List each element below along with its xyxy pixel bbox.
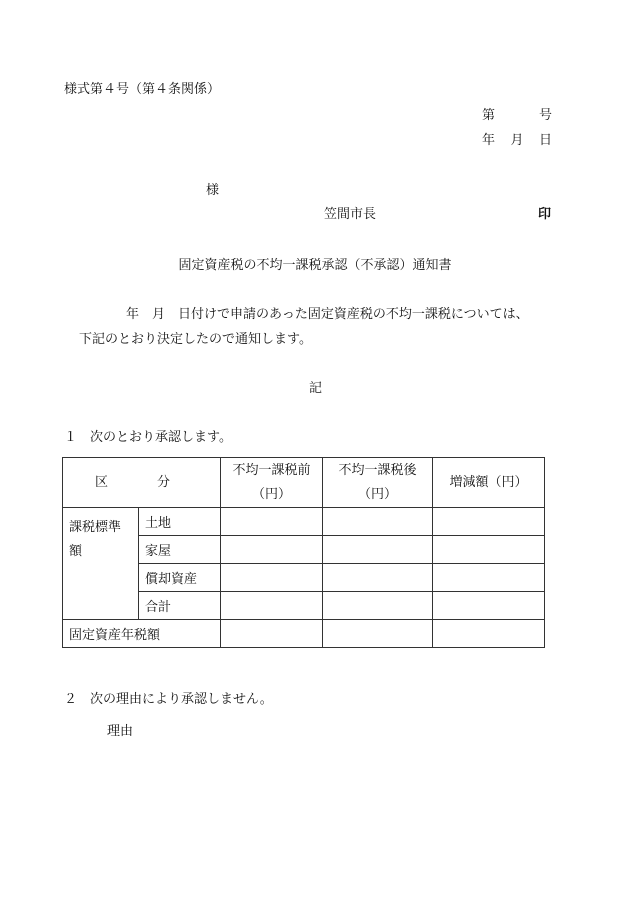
issue-number-suffix: 号 xyxy=(538,108,552,123)
row-label-total: 合計 xyxy=(139,592,221,620)
ki-heading: 記 xyxy=(309,381,323,396)
section-1-heading: １ 次のとおり承認します。 xyxy=(64,430,232,445)
issue-date-month: 月 xyxy=(510,133,524,148)
cell-tax-before xyxy=(221,620,323,648)
table-header-row xyxy=(63,458,545,508)
header-before-label: 不均一課税前 xyxy=(232,462,311,478)
header-diff: 増減額（円） xyxy=(433,458,545,508)
issue-date-day: 日 xyxy=(538,133,552,148)
header-before xyxy=(221,458,323,508)
addressee-suffix: 様 xyxy=(206,183,220,198)
cell-depreciable-before xyxy=(221,564,323,592)
cell-land-diff xyxy=(433,508,545,536)
cell-house-after xyxy=(323,536,433,564)
row-label-annual-tax: 固定資産年税額 xyxy=(63,620,221,648)
category-kazei-hyojungaku: 課税標準額 xyxy=(63,508,139,620)
approval-table xyxy=(62,457,545,648)
issue-number-prefix: 第 xyxy=(482,108,496,123)
row-label-depreciable-assets: 償却資産 xyxy=(139,564,221,592)
cell-total-before xyxy=(221,592,323,620)
cell-tax-after xyxy=(323,620,433,648)
cell-depreciable-after xyxy=(323,564,433,592)
issue-date xyxy=(482,133,552,149)
section-2-heading: ２ 次の理由により承認しません。 xyxy=(64,692,273,707)
table-row xyxy=(63,620,545,648)
cell-tax-diff xyxy=(433,620,545,648)
row-label-land: 土地 xyxy=(139,508,221,536)
cell-total-diff xyxy=(433,592,545,620)
body-line-2: 下記のとおり決定したので通知します。 xyxy=(79,332,312,347)
issue-date-year: 年 xyxy=(482,133,496,148)
cell-house-diff xyxy=(433,536,545,564)
reason-label: 理由 xyxy=(107,724,134,739)
issuer-name: 笠間市長 xyxy=(324,207,377,222)
cell-depreciable-diff xyxy=(433,564,545,592)
body-line-1: 年 月 日付けで申請のあった固定資産税の不均一課税については、 xyxy=(126,307,529,322)
cell-house-before xyxy=(221,536,323,564)
cell-land-before xyxy=(221,508,323,536)
header-after xyxy=(323,458,433,508)
header-before-unit: （円） xyxy=(252,486,292,502)
issue-number xyxy=(482,108,552,124)
cell-total-after xyxy=(323,592,433,620)
row-label-house: 家屋 xyxy=(139,536,221,564)
seal-mark: 印 xyxy=(538,207,552,222)
header-after-unit: （円） xyxy=(358,486,398,502)
header-kubun: 区 分 xyxy=(63,458,221,508)
form-number: 様式第４号（第４条関係） xyxy=(64,82,221,97)
header-after-label: 不均一課税後 xyxy=(338,462,417,478)
cell-land-after xyxy=(323,508,433,536)
table-row xyxy=(63,508,545,536)
document-title: 固定資産税の不均一課税承認（不承認）通知書 xyxy=(178,258,452,273)
